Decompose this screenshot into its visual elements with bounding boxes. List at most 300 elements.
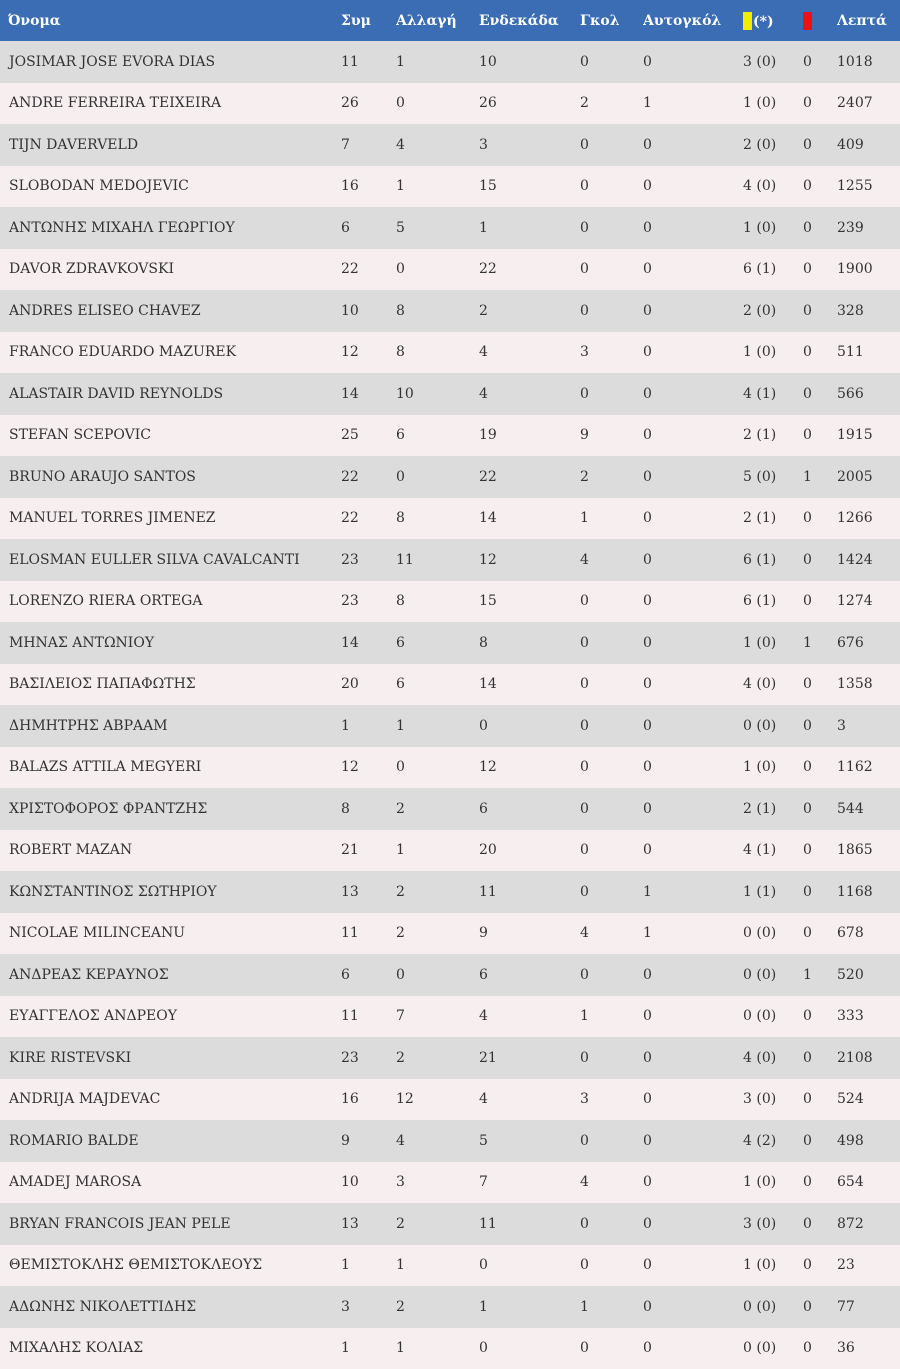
starts-cell: 6 bbox=[479, 954, 580, 996]
own-goals-cell: 0 bbox=[643, 581, 743, 623]
goals-cell: 0 bbox=[580, 373, 643, 415]
minutes-cell: 1358 bbox=[837, 664, 900, 706]
appearances-cell: 9 bbox=[341, 1120, 396, 1162]
player-name-cell[interactable]: BRUNO ARAUJO SANTOS bbox=[0, 456, 341, 498]
red-cards-cell: 0 bbox=[803, 996, 837, 1038]
minutes-cell: 544 bbox=[837, 788, 900, 830]
substitutions-cell: 2 bbox=[396, 1203, 479, 1245]
appearances-cell: 22 bbox=[341, 456, 396, 498]
appearances-cell: 16 bbox=[341, 166, 396, 208]
red-cards-cell: 0 bbox=[803, 539, 837, 581]
substitutions-cell: 3 bbox=[396, 1162, 479, 1204]
goals-cell: 4 bbox=[580, 539, 643, 581]
table-row[interactable] bbox=[0, 788, 900, 830]
red-cards-cell: 0 bbox=[803, 664, 837, 706]
minutes-cell: 77 bbox=[837, 1286, 900, 1328]
yellow-cards-cell: 2 (1) bbox=[743, 498, 803, 540]
starts-cell: 5 bbox=[479, 1120, 580, 1162]
red-cards-cell: 1 bbox=[803, 456, 837, 498]
yellow-cards-cell: 4 (0) bbox=[743, 664, 803, 706]
minutes-cell: 520 bbox=[837, 954, 900, 996]
player-name-cell[interactable]: ΕΥΑΓΓΕΛΟΣ ΑΝΔΡΕΟΥ bbox=[0, 996, 341, 1038]
red-cards-cell: 0 bbox=[803, 913, 837, 955]
starts-cell: 4 bbox=[479, 373, 580, 415]
starts-cell: 12 bbox=[479, 539, 580, 581]
minutes-cell: 1274 bbox=[837, 581, 900, 623]
red-cards-cell: 0 bbox=[803, 290, 837, 332]
table-header-row bbox=[0, 0, 900, 41]
substitutions-cell: 10 bbox=[396, 373, 479, 415]
table-row[interactable] bbox=[0, 1245, 900, 1287]
red-cards-cell: 0 bbox=[803, 124, 837, 166]
substitutions-cell: 0 bbox=[396, 249, 479, 291]
appearances-cell: 26 bbox=[341, 83, 396, 125]
red-cards-cell: 0 bbox=[803, 207, 837, 249]
table-row[interactable] bbox=[0, 1328, 900, 1369]
header-minutes[interactable]: Λεπτά bbox=[837, 0, 900, 41]
minutes-cell: 524 bbox=[837, 1079, 900, 1121]
own-goals-cell: 0 bbox=[643, 373, 743, 415]
substitutions-cell: 1 bbox=[396, 1328, 479, 1369]
minutes-cell: 654 bbox=[837, 1162, 900, 1204]
substitutions-cell: 4 bbox=[396, 124, 479, 166]
yellow-cards-cell: 2 (0) bbox=[743, 290, 803, 332]
table-row[interactable] bbox=[0, 1037, 900, 1079]
red-cards-cell: 0 bbox=[803, 373, 837, 415]
own-goals-cell: 1 bbox=[643, 913, 743, 955]
yellow-cards-cell: 6 (1) bbox=[743, 581, 803, 623]
yellow-cards-cell: 0 (0) bbox=[743, 954, 803, 996]
yellow-cards-cell: 3 (0) bbox=[743, 41, 803, 83]
substitutions-cell: 12 bbox=[396, 1079, 479, 1121]
goals-cell: 4 bbox=[580, 913, 643, 955]
own-goals-cell: 1 bbox=[643, 83, 743, 125]
yellow-cards-cell: 6 (1) bbox=[743, 249, 803, 291]
red-cards-cell: 0 bbox=[803, 871, 837, 913]
yellow-cards-cell: 4 (0) bbox=[743, 166, 803, 208]
own-goals-cell: 0 bbox=[643, 1245, 743, 1287]
own-goals-cell: 0 bbox=[643, 166, 743, 208]
appearances-cell: 3 bbox=[341, 1286, 396, 1328]
red-cards-cell: 0 bbox=[803, 1203, 837, 1245]
minutes-cell: 2005 bbox=[837, 456, 900, 498]
yellow-cards-cell: 3 (0) bbox=[743, 1079, 803, 1121]
goals-cell: 1 bbox=[580, 996, 643, 1038]
appearances-cell: 16 bbox=[341, 1079, 396, 1121]
table-row[interactable] bbox=[0, 996, 900, 1038]
header-starts[interactable]: Ενδεκάδα bbox=[479, 0, 580, 41]
starts-cell: 2 bbox=[479, 290, 580, 332]
minutes-cell: 1424 bbox=[837, 539, 900, 581]
red-cards-cell: 1 bbox=[803, 622, 837, 664]
starts-cell: 10 bbox=[479, 41, 580, 83]
minutes-cell: 1266 bbox=[837, 498, 900, 540]
yellow-cards-cell: 4 (1) bbox=[743, 830, 803, 872]
minutes-cell: 409 bbox=[837, 124, 900, 166]
goals-cell: 0 bbox=[580, 249, 643, 291]
substitutions-cell: 8 bbox=[396, 290, 479, 332]
table-row[interactable] bbox=[0, 622, 900, 664]
table-row[interactable] bbox=[0, 290, 900, 332]
header-goals[interactable]: Γκολ bbox=[580, 0, 643, 41]
minutes-cell: 1168 bbox=[837, 871, 900, 913]
appearances-cell: 22 bbox=[341, 249, 396, 291]
table-row[interactable] bbox=[0, 249, 900, 291]
player-name-cell[interactable]: ΔΗΜΗΤΡΗΣ ΑΒΡΑΑΜ bbox=[0, 705, 341, 747]
yellow-cards-cell: 0 (0) bbox=[743, 1328, 803, 1369]
yellow-cards-cell: 1 (0) bbox=[743, 1162, 803, 1204]
player-name-cell[interactable]: ΒΑΣΙΛΕΙΟΣ ΠΑΠΑΦΩΤΗΣ bbox=[0, 664, 341, 706]
yellow-cards-cell: 2 (1) bbox=[743, 788, 803, 830]
own-goals-cell: 0 bbox=[643, 332, 743, 374]
own-goals-cell: 0 bbox=[643, 456, 743, 498]
substitutions-cell: 6 bbox=[396, 415, 479, 457]
header-red-cards[interactable] bbox=[803, 0, 837, 41]
player-name-cell[interactable]: DAVOR ZDRAVKOVSKI bbox=[0, 249, 341, 291]
yellow-cards-cell: 0 (0) bbox=[743, 913, 803, 955]
goals-cell: 9 bbox=[580, 415, 643, 457]
table-row[interactable] bbox=[0, 415, 900, 457]
header-own-goals[interactable]: Αυτογκόλ bbox=[643, 0, 743, 41]
yellow-card-icon bbox=[743, 12, 752, 30]
appearances-cell: 11 bbox=[341, 913, 396, 955]
player-name-cell[interactable]: ΚΩΝΣΤΑΝΤΙΝΟΣ ΣΩΤΗΡΙΟΥ bbox=[0, 871, 341, 913]
table-row[interactable] bbox=[0, 373, 900, 415]
starts-cell: 21 bbox=[479, 1037, 580, 1079]
player-name-cell[interactable]: NICOLAE MILINCEANU bbox=[0, 913, 341, 955]
yellow-cards-cell: 1 (0) bbox=[743, 83, 803, 125]
own-goals-cell: 0 bbox=[643, 788, 743, 830]
starts-cell: 3 bbox=[479, 124, 580, 166]
substitutions-cell: 11 bbox=[396, 539, 479, 581]
table-row[interactable] bbox=[0, 664, 900, 706]
minutes-cell: 1018 bbox=[837, 41, 900, 83]
red-cards-cell: 0 bbox=[803, 747, 837, 789]
player-name-cell[interactable]: AMADEJ MAROSA bbox=[0, 1162, 341, 1204]
own-goals-cell: 0 bbox=[643, 954, 743, 996]
player-name-cell[interactable]: ΜΙΧΑΛΗΣ ΚΟΛΙΑΣ bbox=[0, 1328, 341, 1369]
table-row[interactable] bbox=[0, 539, 900, 581]
table-row[interactable] bbox=[0, 747, 900, 789]
substitutions-cell: 2 bbox=[396, 1286, 479, 1328]
red-cards-cell: 0 bbox=[803, 1162, 837, 1204]
goals-cell: 0 bbox=[580, 1245, 643, 1287]
player-name-cell[interactable]: ELOSMAN EULLER SILVA CAVALCANTI bbox=[0, 539, 341, 581]
minutes-cell: 1865 bbox=[837, 830, 900, 872]
own-goals-cell: 0 bbox=[643, 498, 743, 540]
table-row[interactable] bbox=[0, 1203, 900, 1245]
table-row[interactable] bbox=[0, 456, 900, 498]
player-name-cell[interactable]: ΜΗΝΑΣ ΑΝΤΩΝΙΟΥ bbox=[0, 622, 341, 664]
goals-cell: 0 bbox=[580, 41, 643, 83]
red-cards-cell: 1 bbox=[803, 954, 837, 996]
yellow-cards-cell: 1 (1) bbox=[743, 871, 803, 913]
header-yellow-cards[interactable] bbox=[743, 0, 803, 41]
minutes-cell: 872 bbox=[837, 1203, 900, 1245]
player-name-cell[interactable]: ANDRES ELISEO CHAVEZ bbox=[0, 290, 341, 332]
red-cards-cell: 0 bbox=[803, 1286, 837, 1328]
red-cards-cell: 0 bbox=[803, 415, 837, 457]
red-cards-cell: 0 bbox=[803, 332, 837, 374]
appearances-cell: 13 bbox=[341, 871, 396, 913]
starts-cell: 14 bbox=[479, 498, 580, 540]
player-name-cell[interactable]: SLOBODAN MEDOJEVIC bbox=[0, 166, 341, 208]
player-name-cell[interactable]: BALAZS ATTILA MEGYERI bbox=[0, 747, 341, 789]
minutes-cell: 1162 bbox=[837, 747, 900, 789]
own-goals-cell: 0 bbox=[643, 1079, 743, 1121]
header-name[interactable]: Όνομα bbox=[0, 0, 341, 41]
player-name-cell[interactable]: ALASTAIR DAVID REYNOLDS bbox=[0, 373, 341, 415]
table-row[interactable] bbox=[0, 871, 900, 913]
minutes-cell: 498 bbox=[837, 1120, 900, 1162]
starts-cell: 22 bbox=[479, 456, 580, 498]
own-goals-cell: 0 bbox=[643, 1037, 743, 1079]
goals-cell: 0 bbox=[580, 1203, 643, 1245]
red-cards-cell: 0 bbox=[803, 1079, 837, 1121]
goals-cell: 0 bbox=[580, 124, 643, 166]
substitutions-cell: 0 bbox=[396, 456, 479, 498]
own-goals-cell: 0 bbox=[643, 290, 743, 332]
player-name-cell[interactable]: ANDRIJA MAJDEVAC bbox=[0, 1079, 341, 1121]
table-row[interactable] bbox=[0, 166, 900, 208]
minutes-cell: 1915 bbox=[837, 415, 900, 457]
red-cards-cell: 0 bbox=[803, 41, 837, 83]
yellow-cards-cell: 1 (0) bbox=[743, 747, 803, 789]
table-row[interactable] bbox=[0, 1079, 900, 1121]
substitutions-cell: 0 bbox=[396, 747, 479, 789]
table-body bbox=[0, 41, 900, 1369]
appearances-cell: 22 bbox=[341, 498, 396, 540]
yellow-cards-cell: 2 (0) bbox=[743, 124, 803, 166]
table-row[interactable] bbox=[0, 913, 900, 955]
substitutions-cell: 2 bbox=[396, 913, 479, 955]
header-substitutions[interactable]: Αλλαγή bbox=[396, 0, 479, 41]
appearances-cell: 7 bbox=[341, 124, 396, 166]
table-row[interactable] bbox=[0, 1120, 900, 1162]
goals-cell: 0 bbox=[580, 1328, 643, 1369]
substitutions-cell: 7 bbox=[396, 996, 479, 1038]
own-goals-cell: 0 bbox=[643, 207, 743, 249]
table-row[interactable] bbox=[0, 1162, 900, 1204]
appearances-cell: 23 bbox=[341, 539, 396, 581]
red-cards-cell: 0 bbox=[803, 1037, 837, 1079]
substitutions-cell: 1 bbox=[396, 41, 479, 83]
own-goals-cell: 0 bbox=[643, 705, 743, 747]
yellow-cards-cell: 1 (0) bbox=[743, 1245, 803, 1287]
appearances-cell: 20 bbox=[341, 664, 396, 706]
appearances-cell: 25 bbox=[341, 415, 396, 457]
player-name-cell[interactable]: ΑΝΤΩΝΗΣ ΜΙΧΑΗΛ ΓΕΩΡΓΙΟΥ bbox=[0, 207, 341, 249]
table-row[interactable] bbox=[0, 830, 900, 872]
goals-cell: 0 bbox=[580, 622, 643, 664]
player-name-cell[interactable]: ROMARIO BALDE bbox=[0, 1120, 341, 1162]
starts-cell: 0 bbox=[479, 705, 580, 747]
goals-cell: 0 bbox=[580, 166, 643, 208]
yellow-cards-cell: 6 (1) bbox=[743, 539, 803, 581]
minutes-cell: 676 bbox=[837, 622, 900, 664]
appearances-cell: 13 bbox=[341, 1203, 396, 1245]
appearances-cell: 6 bbox=[341, 207, 396, 249]
yellow-cards-cell: 3 (0) bbox=[743, 1203, 803, 1245]
substitutions-cell: 1 bbox=[396, 166, 479, 208]
goals-cell: 0 bbox=[580, 954, 643, 996]
minutes-cell: 1255 bbox=[837, 166, 900, 208]
substitutions-cell: 4 bbox=[396, 1120, 479, 1162]
starts-cell: 15 bbox=[479, 581, 580, 623]
starts-cell: 8 bbox=[479, 622, 580, 664]
header-appearances[interactable]: Συμ bbox=[341, 0, 396, 41]
own-goals-cell: 0 bbox=[643, 1120, 743, 1162]
yellow-card-suffix: (*) bbox=[753, 14, 774, 30]
starts-cell: 4 bbox=[479, 332, 580, 374]
goals-cell: 0 bbox=[580, 1037, 643, 1079]
player-name-cell[interactable]: KIRE RISTEVSKI bbox=[0, 1037, 341, 1079]
starts-cell: 4 bbox=[479, 1079, 580, 1121]
own-goals-cell: 0 bbox=[643, 830, 743, 872]
minutes-cell: 239 bbox=[837, 207, 900, 249]
red-cards-cell: 0 bbox=[803, 1328, 837, 1369]
appearances-cell: 10 bbox=[341, 1162, 396, 1204]
appearances-cell: 6 bbox=[341, 954, 396, 996]
goals-cell: 3 bbox=[580, 1079, 643, 1121]
substitutions-cell: 1 bbox=[396, 705, 479, 747]
player-name-cell[interactable]: JOSIMAR JOSE EVORA DIAS bbox=[0, 41, 341, 83]
starts-cell: 22 bbox=[479, 249, 580, 291]
own-goals-cell: 0 bbox=[643, 124, 743, 166]
player-name-cell[interactable]: LORENZO RIERA ORTEGA bbox=[0, 581, 341, 623]
goals-cell: 1 bbox=[580, 1286, 643, 1328]
table-row[interactable] bbox=[0, 1286, 900, 1328]
substitutions-cell: 0 bbox=[396, 954, 479, 996]
table-row[interactable] bbox=[0, 207, 900, 249]
substitutions-cell: 5 bbox=[396, 207, 479, 249]
appearances-cell: 8 bbox=[341, 788, 396, 830]
table-row[interactable] bbox=[0, 41, 900, 83]
table-row[interactable] bbox=[0, 705, 900, 747]
minutes-cell: 23 bbox=[837, 1245, 900, 1287]
substitutions-cell: 0 bbox=[396, 83, 479, 125]
yellow-cards-cell: 4 (0) bbox=[743, 1037, 803, 1079]
own-goals-cell: 0 bbox=[643, 664, 743, 706]
substitutions-cell: 8 bbox=[396, 332, 479, 374]
table-row[interactable] bbox=[0, 332, 900, 374]
red-cards-cell: 0 bbox=[803, 249, 837, 291]
goals-cell: 0 bbox=[580, 1120, 643, 1162]
player-name-cell[interactable]: ΑΝΔΡΕΑΣ ΚΕΡΑΥΝΟΣ bbox=[0, 954, 341, 996]
appearances-cell: 21 bbox=[341, 830, 396, 872]
appearances-cell: 1 bbox=[341, 1245, 396, 1287]
table-row[interactable] bbox=[0, 954, 900, 996]
goals-cell: 1 bbox=[580, 498, 643, 540]
player-name-cell[interactable]: ΑΔΩΝΗΣ ΝΙΚΟΛΕΤΤΙΔΗΣ bbox=[0, 1286, 341, 1328]
appearances-cell: 23 bbox=[341, 1037, 396, 1079]
minutes-cell: 678 bbox=[837, 913, 900, 955]
table-row[interactable] bbox=[0, 124, 900, 166]
starts-cell: 11 bbox=[479, 871, 580, 913]
own-goals-cell: 0 bbox=[643, 622, 743, 664]
minutes-cell: 36 bbox=[837, 1328, 900, 1369]
yellow-cards-cell: 4 (2) bbox=[743, 1120, 803, 1162]
substitutions-cell: 2 bbox=[396, 788, 479, 830]
red-cards-cell: 0 bbox=[803, 1120, 837, 1162]
goals-cell: 2 bbox=[580, 456, 643, 498]
red-cards-cell: 0 bbox=[803, 83, 837, 125]
table-row[interactable] bbox=[0, 83, 900, 125]
table-row[interactable] bbox=[0, 581, 900, 623]
player-name-cell[interactable]: ΘΕΜΙΣΤΟΚΛΗΣ ΘΕΜΙΣΤΟΚΛΕΟΥΣ bbox=[0, 1245, 341, 1287]
yellow-cards-cell: 1 (0) bbox=[743, 332, 803, 374]
starts-cell: 7 bbox=[479, 1162, 580, 1204]
substitutions-cell: 8 bbox=[396, 581, 479, 623]
own-goals-cell: 0 bbox=[643, 747, 743, 789]
starts-cell: 20 bbox=[479, 830, 580, 872]
appearances-cell: 14 bbox=[341, 373, 396, 415]
own-goals-cell: 0 bbox=[643, 1328, 743, 1369]
goals-cell: 0 bbox=[580, 290, 643, 332]
player-name-cell[interactable]: MANUEL TORRES JIMENEZ bbox=[0, 498, 341, 540]
yellow-cards-cell: 0 (0) bbox=[743, 1286, 803, 1328]
starts-cell: 12 bbox=[479, 747, 580, 789]
substitutions-cell: 2 bbox=[396, 871, 479, 913]
appearances-cell: 1 bbox=[341, 705, 396, 747]
goals-cell: 0 bbox=[580, 207, 643, 249]
starts-cell: 0 bbox=[479, 1328, 580, 1369]
table-row[interactable] bbox=[0, 498, 900, 540]
substitutions-cell: 2 bbox=[396, 1037, 479, 1079]
substitutions-cell: 1 bbox=[396, 1245, 479, 1287]
own-goals-cell: 0 bbox=[643, 1203, 743, 1245]
yellow-cards-cell: 0 (0) bbox=[743, 996, 803, 1038]
player-name-cell[interactable]: ROBERT MAZAN bbox=[0, 830, 341, 872]
own-goals-cell: 0 bbox=[643, 41, 743, 83]
goals-cell: 0 bbox=[580, 788, 643, 830]
own-goals-cell: 1 bbox=[643, 871, 743, 913]
player-name-cell[interactable]: ANDRE FERREIRA TEIXEIRA bbox=[0, 83, 341, 125]
goals-cell: 0 bbox=[580, 581, 643, 623]
substitutions-cell: 1 bbox=[396, 830, 479, 872]
substitutions-cell: 6 bbox=[396, 664, 479, 706]
minutes-cell: 2407 bbox=[837, 83, 900, 125]
yellow-cards-cell: 2 (1) bbox=[743, 415, 803, 457]
appearances-cell: 12 bbox=[341, 747, 396, 789]
starts-cell: 1 bbox=[479, 1286, 580, 1328]
minutes-cell: 511 bbox=[837, 332, 900, 374]
starts-cell: 6 bbox=[479, 788, 580, 830]
starts-cell: 1 bbox=[479, 207, 580, 249]
own-goals-cell: 0 bbox=[643, 1286, 743, 1328]
minutes-cell: 3 bbox=[837, 705, 900, 747]
appearances-cell: 14 bbox=[341, 622, 396, 664]
yellow-cards-cell: 4 (1) bbox=[743, 373, 803, 415]
yellow-cards-cell: 0 (0) bbox=[743, 705, 803, 747]
goals-cell: 0 bbox=[580, 871, 643, 913]
starts-cell: 4 bbox=[479, 996, 580, 1038]
player-name-cell[interactable]: STEFAN SCEPOVIC bbox=[0, 415, 341, 457]
red-cards-cell: 0 bbox=[803, 166, 837, 208]
substitutions-cell: 6 bbox=[396, 622, 479, 664]
player-name-cell[interactable]: TIJN DAVERVELD bbox=[0, 124, 341, 166]
appearances-cell: 23 bbox=[341, 581, 396, 623]
starts-cell: 15 bbox=[479, 166, 580, 208]
appearances-cell: 10 bbox=[341, 290, 396, 332]
player-name-cell[interactable]: BRYAN FRANCOIS JEAN PELE bbox=[0, 1203, 341, 1245]
goals-cell: 0 bbox=[580, 747, 643, 789]
starts-cell: 26 bbox=[479, 83, 580, 125]
player-name-cell[interactable]: FRANCO EDUARDO MAZUREK bbox=[0, 332, 341, 374]
red-cards-cell: 0 bbox=[803, 788, 837, 830]
player-name-cell[interactable]: ΧΡΙΣΤΟΦΟΡΟΣ ΦΡΑΝΤΖΗΣ bbox=[0, 788, 341, 830]
red-card-icon bbox=[803, 12, 812, 30]
